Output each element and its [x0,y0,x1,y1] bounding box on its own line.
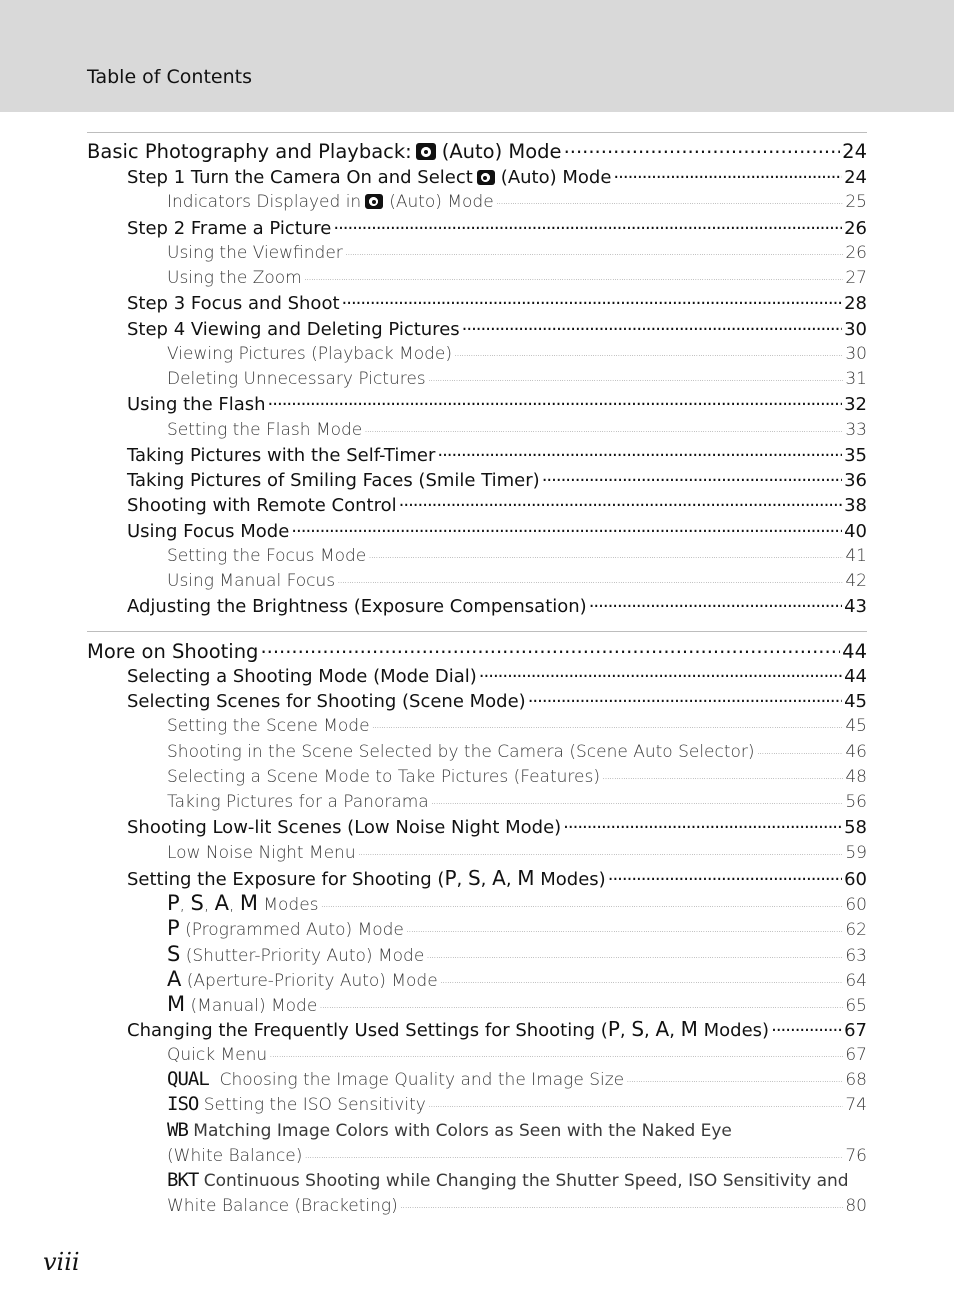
mode-p-symbol: P [444,866,457,890]
mode-m-symbol: M [517,866,535,890]
mode-s-symbol: S [631,1017,645,1041]
mode-s-symbol: S [167,942,181,966]
toc-subentry[interactable]: Shooting in the Scene Selected by the Camera (Scene Auto Selector) ..... 46 [87,740,867,762]
mode-s-symbol: S [467,866,481,890]
toc-section-more-on-shooting[interactable]: More on Shooting ..... 44 [87,638,867,663]
bkt-icon: BKT [167,1169,199,1191]
mode-p-symbol: P [607,1017,620,1041]
mode-p-symbol: P [167,891,180,915]
toc-entry[interactable]: Taking Pictures with the Self-Timer ..... 35 [87,443,867,466]
mode-m-symbol: M [167,992,186,1016]
toc-subentry[interactable]: Indicators Displayed in (Auto) Mode ..... 25 [87,190,867,212]
toc-entry[interactable]: Using Focus Mode ..... 40 [87,519,867,542]
toc-entry[interactable]: Selecting Scenes for Shooting (Scene Mode) ..... 45 [87,689,867,712]
camera-auto-mode-icon [416,143,436,160]
toc-subentry[interactable]: Low Noise Night Menu ..... 59 [87,841,867,863]
toc-subentry[interactable]: White Balance (Bracketing) ..... 80 [87,1194,867,1216]
toc-subentry[interactable]: P, S, A, M Modes ..... 60 [87,891,867,915]
toc-subentry[interactable]: Setting the Scene Mode ..... 45 [87,714,867,736]
wb-icon: WB [167,1119,188,1141]
toc-subentry[interactable]: QUAL Choosing the Image Quality and the Image Size ..... 68 [87,1068,867,1090]
toc-subentry[interactable]: Using the Zoom ..... 27 [87,266,867,288]
toc-entry[interactable]: Changing the Frequently Used Settings for Shooting (P, S, A, M Modes) ..... 67 [87,1017,867,1041]
toc-subentry[interactable]: ISO Setting the ISO Sensitivity ..... 74 [87,1093,867,1115]
toc-entry[interactable]: Step 2 Frame a Picture ..... 26 [87,216,867,239]
toc-entry[interactable]: Taking Pictures of Smiling Faces (Smile Timer) ..... 36 [87,468,867,491]
toc-subentry[interactable]: (White Balance) ..... 76 [87,1144,867,1166]
toc-entry[interactable]: Selecting a Shooting Mode (Mode Dial) ..... 44 [87,664,867,687]
mode-a-symbol: A [167,967,182,991]
toc-subentry-line[interactable]: BKT Continuous Shooting while Changing the Shutter Speed, ISO Sensitivity and [167,1169,849,1191]
toc-subentry[interactable]: M (Manual) Mode ..... 65 [87,992,867,1016]
toc-subentry[interactable]: A (Aperture-Priority Auto) Mode ..... 64 [87,967,867,991]
camera-auto-mode-icon [477,170,495,185]
toc-entry[interactable]: Shooting Low-lit Scenes (Low Noise Night Mode) ..... 58 [87,815,867,838]
mode-s-symbol: S [190,891,204,915]
mode-m-symbol: M [239,891,258,915]
mode-a-symbol: A [492,866,506,890]
toc-subentry[interactable]: Setting the Focus Mode ..... 41 [87,544,867,566]
toc-entry[interactable]: Step 4 Viewing and Deleting Pictures ..... 30 [87,317,867,340]
toc-subentry[interactable]: Viewing Pictures (Playback Mode) ..... 30 [87,342,867,364]
page-number: viii [43,1248,80,1276]
toc-subentry[interactable]: S (Shutter-Priority Auto) Mode ..... 63 [87,942,867,966]
toc-entry[interactable]: Step 1 Turn the Camera On and Select (Auto) Mode ..... 24 [87,165,867,188]
toc-entry[interactable]: Setting the Exposure for Shooting (P, S, A, M Modes) ..... 60 [87,866,867,890]
toc-subentry-line[interactable]: WB Matching Image Colors with Colors as Seen with the Naked Eye [167,1119,732,1141]
toc-section-basic-photography[interactable]: Basic Photography and Playback: (Auto) Mode ..... 24 [87,138,867,163]
toc-subentry[interactable]: Selecting a Scene Mode to Take Pictures (Features) ..... 48 [87,765,867,787]
toc-entry[interactable]: Shooting with Remote Control ..... 38 [87,493,867,516]
toc-entry[interactable]: Step 3 Focus and Shoot ..... 28 [87,291,867,314]
camera-auto-mode-icon [365,194,383,209]
toc-subentry[interactable]: Quick Menu ..... 67 [87,1043,867,1065]
toc-entry[interactable]: Using the Flash ..... 32 [87,392,867,415]
mode-m-symbol: M [680,1017,698,1041]
toc-subentry[interactable]: Taking Pictures for a Panorama ..... 56 [87,790,867,812]
toc-subentry[interactable]: P (Programmed Auto) Mode ..... 62 [87,916,867,940]
toc-subentry[interactable]: Deleting Unnecessary Pictures ..... 31 [87,367,867,389]
mode-a-symbol: A [655,1017,670,1041]
mode-p-symbol: P [167,916,180,940]
table-of-contents [87,0,867,1314]
mode-a-symbol: A [214,891,230,915]
running-header: Table of Contents [87,66,252,88]
toc-subentry[interactable]: Using the Viewfinder ..... 26 [87,241,867,263]
toc-entry[interactable]: Adjusting the Brightness (Exposure Compensation) ..... 43 [87,594,867,617]
iso-icon: ISO [167,1093,199,1115]
qual-icon: QUAL [167,1068,209,1090]
toc-subentry[interactable]: Setting the Flash Mode ..... 33 [87,418,867,440]
toc-subentry[interactable]: Using Manual Focus ..... 42 [87,569,867,591]
